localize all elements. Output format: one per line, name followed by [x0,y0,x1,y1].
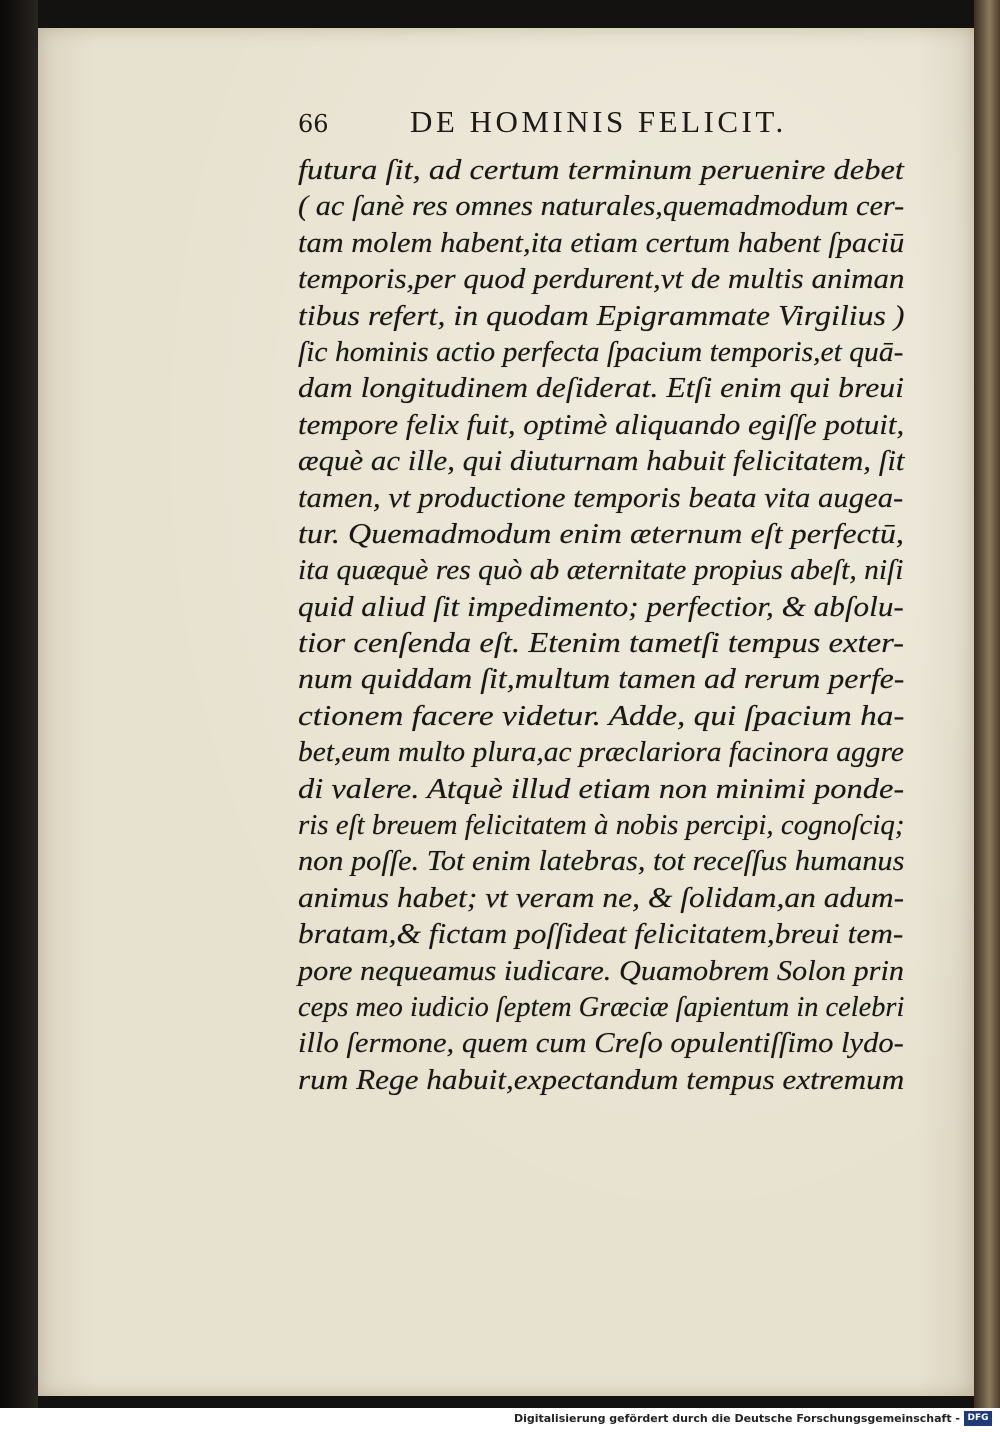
text-line: tempore felix fuit, optimè aliquando egiſſe potuit, [298,408,905,441]
text-line: dam longitudinem deſiderat. Etſi enim qui breui [298,372,904,405]
text-line: futura ſit, ad certum terminum peruenire debet [298,154,904,186]
body-text [298,152,904,1098]
text-line: bet,eum multo plura,ac præclariora facinora aggre [298,736,904,769]
text-line: quid aliud ſit impedimento; perfectior, & abſolu- [298,590,904,623]
text-line: num quiddam ſit,multum tamen ad rerum perfe- [298,663,905,696]
running-title: DE HOMINIS FELICIT. [410,104,787,139]
text-line: animus habet; vt veram ne, & ſolidam,an adum- [298,881,905,914]
text-line: pore nequeamus iudicare. Quamobrem Solon prin [298,954,905,987]
text-line: æquè ac ille, qui diuturnam habuit felicitatem, ſit [298,445,905,478]
page-number: 66 [298,110,329,138]
book-page [38,28,974,1396]
text-line: ſic hominis actio perfecta ſpacium temporis,et quā- [298,335,904,368]
text-line: ceps meo iudicio ſeptem Græciæ ſapientum in celebri [298,990,905,1023]
text-line: ( ac ſanè res omnes naturales,quemadmodum cer- [298,190,905,223]
text-line: ris eſt breuem felicitatem à nobis percipi, cognoſciq; [298,809,905,842]
text-line: tior cenſenda eſt. Etenim tametſi tempus exter- [298,627,904,660]
running-head [298,104,858,144]
text-line: di valere. Atquè illud etiam non minimi ponde- [298,772,905,805]
text-line: bratam,& fictam poſſideat felicitatem,breui tem- [298,918,904,951]
text-line: tam molem habent,ita etiam certum habent ſpaciū [298,226,905,259]
text-line: temporis,per quod perdurent,vt de multis animan [298,263,905,296]
funding-credit: Digitalisierung gefördert durch die Deutsche Forschungsgemeinschaft - [513,1412,960,1425]
text-line: rum Rege habuit,expectandum tempus extremum [298,1063,905,1096]
text-line: non poſſe. Tot enim latebras, tot receſſus humanus [298,845,905,878]
text-line: tibus refert, in quodam Epigrammate Virgilius ) [298,299,905,332]
text-line: ctionem facere videtur. Adde, qui ſpacium ha- [298,699,905,732]
dfg-logo: DFG [964,1411,992,1426]
text-line: tur. Quemadmodum enim æternum eſt perfectū, [298,517,904,550]
text-line: ita quæquè res quò ab æternitate propius abeſt, niſi [298,554,904,587]
digitization-footer [0,1408,1000,1432]
text-line: tamen, vt productione temporis beata vita augea- [298,481,904,514]
scan-left-margin [0,0,38,1408]
text-line: illo ſermone, quem cum Creſo opulentiſſimo lydo- [298,1027,904,1060]
